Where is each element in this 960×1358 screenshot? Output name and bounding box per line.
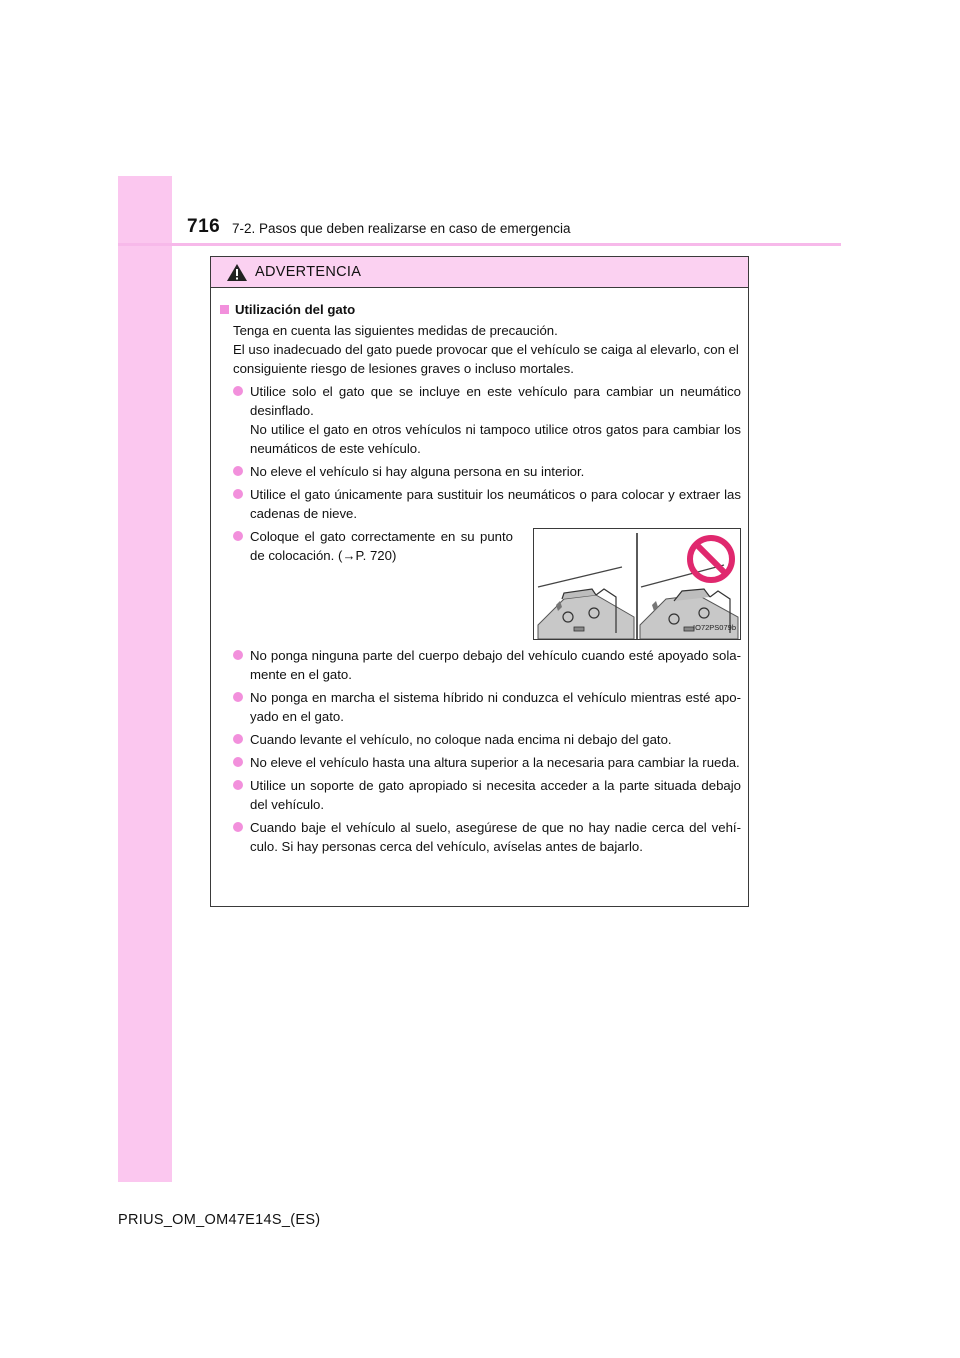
list-item (233, 485, 741, 523)
bullet-text: No ponga ninguna parte del cuerpo debajo del vehículo cuando esté apoyado sola-mente en el gato. (250, 648, 741, 682)
figure-row (233, 527, 741, 640)
dot-bullet-icon (233, 734, 243, 744)
dot-bullet-icon (233, 757, 243, 767)
warning-label: ADVERTENCIA (255, 264, 362, 280)
bullet-text: No eleve el vehículo si hay alguna persona en su interior. (250, 464, 585, 479)
warning-header (211, 257, 748, 288)
bullet-list (233, 382, 741, 856)
list-item (233, 646, 741, 684)
jack-placement-figure (533, 528, 741, 640)
intro-line: El uso inadecuado del gato puede provocar que el vehículo se caiga al elevarlo, con el consiguiente riesgo de lesiones graves o incluso mortales. (233, 342, 739, 376)
section-title: 7-2. Pasos que deben realizarse en caso de emergencia (232, 221, 571, 236)
figure-code: IO72PS079b (693, 623, 736, 632)
subheading-text: Utilización del gato (235, 302, 356, 317)
subheading (220, 300, 741, 319)
list-item (233, 527, 513, 640)
bullet-text: Cuando levante el vehículo, no coloque nada encima ni debajo del gato. (250, 732, 672, 747)
bullet-text: No utilice el gato en otros vehículos ni tampoco utilice otros gatos para cambiar los neumáticos de este vehículo. (250, 422, 741, 456)
list-item (233, 462, 741, 481)
dot-bullet-icon (233, 386, 243, 396)
bullet-text: Utilice el gato únicamente para sustituir los neumáticos o para colocar y extraer las cadenas de nieve. (250, 487, 741, 521)
list-item (233, 753, 741, 772)
list-item (233, 382, 741, 458)
dot-bullet-icon (233, 531, 243, 541)
bullet-text: No ponga en marcha el sistema híbrido ni conduzca el vehículo mientras esté apo-yado en el gato. (250, 690, 741, 724)
page-number: 716 (187, 216, 221, 237)
bullet-text: Utilice un soporte de gato apropiado si necesita acceder a la parte situada debajo del vehículo. (250, 778, 741, 812)
bullet-text: Cuando baje el vehículo al suelo, asegúrese de que no hay nadie cerca del vehí-culo. Si hay personas cerca del vehículo, avíselas antes de bajarlo. (250, 820, 741, 854)
bullet-text: No eleve el vehículo hasta una altura superior a la necesaria para cambiar la rueda. (250, 755, 740, 770)
dot-bullet-icon (233, 822, 243, 832)
list-item (233, 776, 741, 814)
intro-line: Tenga en cuenta las siguientes medidas de precaución. (233, 323, 558, 338)
warning-triangle-icon (226, 263, 248, 282)
square-bullet-icon (220, 305, 229, 314)
dot-bullet-icon (233, 780, 243, 790)
bullet-text: Utilice solo el gato que se incluye en este vehículo para cambiar un neumático desinflado. (250, 384, 741, 418)
dot-bullet-icon (233, 692, 243, 702)
footer-code: PRIUS_OM_OM47E14S_(ES) (118, 1212, 321, 1228)
intro-text (220, 321, 741, 378)
warning-content (211, 288, 748, 856)
warning-box (210, 256, 749, 907)
prohibited-icon (686, 534, 736, 584)
list-item (233, 688, 741, 726)
list-item (233, 730, 741, 749)
dot-bullet-icon (233, 466, 243, 476)
bullet-text: Coloque el gato correctamente en su punto de colocación. (→P. 720) (250, 529, 513, 563)
list-item (233, 818, 741, 856)
dot-bullet-icon (233, 489, 243, 499)
chapter-side-tab (118, 176, 172, 1182)
dot-bullet-icon (233, 650, 243, 660)
header-rule (118, 243, 841, 246)
